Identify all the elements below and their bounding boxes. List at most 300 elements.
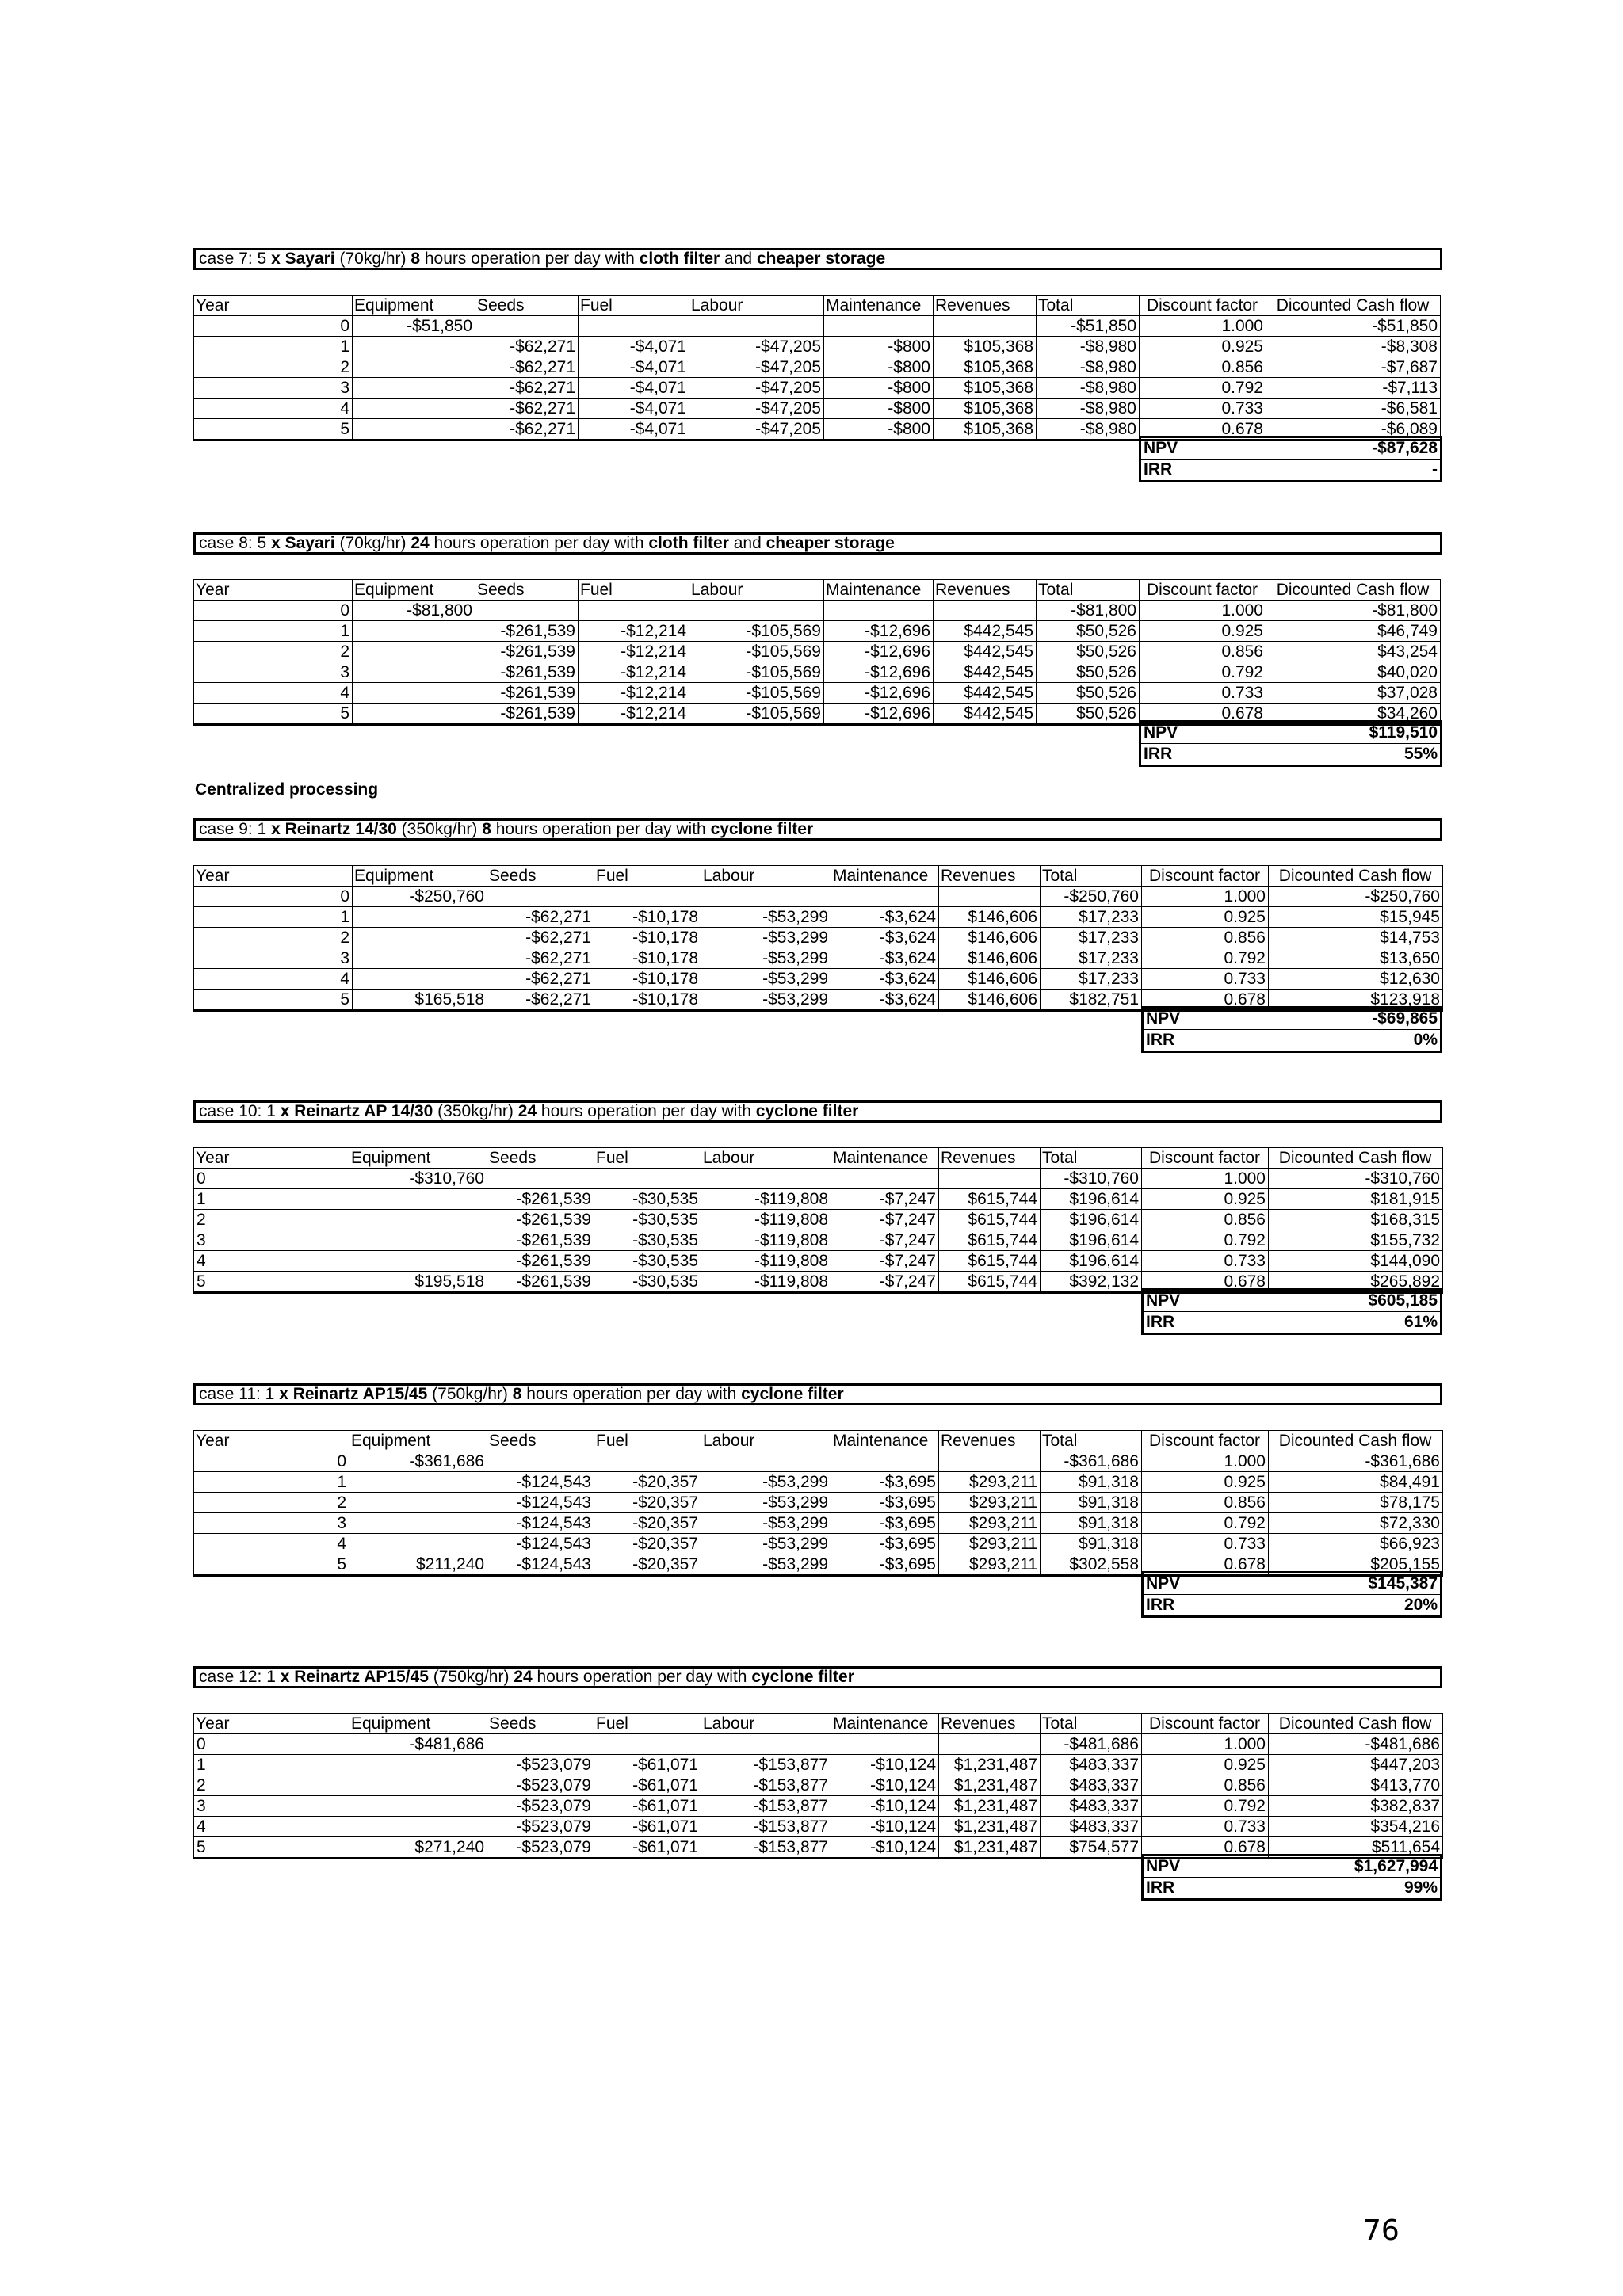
cell-df: 1.000: [1142, 1734, 1269, 1755]
cell-total: $17,233: [1041, 969, 1142, 990]
npv-value: -$69,865: [1372, 1009, 1438, 1028]
column-header: Year: [194, 296, 353, 316]
cell-equip: [353, 419, 475, 441]
cell-maint: -$12,696: [824, 662, 934, 683]
column-header: Maintenance: [831, 866, 939, 887]
cell-maint: -$7,247: [831, 1230, 939, 1251]
cell-seeds: -$261,539: [487, 1189, 594, 1210]
cell-equip: $211,240: [349, 1554, 487, 1576]
cell-total: $91,318: [1041, 1513, 1142, 1534]
cell-df: 1.000: [1142, 1169, 1269, 1189]
cell-labour: -$53,299: [701, 1472, 831, 1493]
column-header: Total: [1037, 296, 1140, 316]
cell-fuel: -$61,071: [594, 1817, 701, 1837]
cell-fuel: -$30,535: [594, 1210, 701, 1230]
cell-dcf: $34,260: [1266, 704, 1441, 725]
cell-df: 0.925: [1140, 621, 1266, 642]
cell-fuel: [594, 887, 701, 907]
cell-df: 0.733: [1142, 1534, 1269, 1554]
npv-row: [1144, 1573, 1440, 1594]
cell-df: 0.733: [1142, 1251, 1269, 1272]
cell-dcf: $72,330: [1269, 1513, 1443, 1534]
case-12-title-part: (750kg/hr): [428, 1668, 514, 1686]
cell-maint: [824, 601, 934, 621]
cell-dcf: $144,090: [1269, 1251, 1443, 1272]
case-7-title-part: (70kg/hr): [334, 250, 411, 268]
irr-row: [1141, 743, 1440, 765]
cell-yr: 2: [194, 1775, 349, 1796]
column-header: Maintenance: [831, 1431, 939, 1451]
irr-value: 0%: [1413, 1031, 1438, 1049]
column-header: Maintenance: [831, 1148, 939, 1169]
cell-labour: -$153,877: [701, 1817, 831, 1837]
cell-equip: [353, 357, 475, 378]
irr-label: IRR: [1146, 1031, 1175, 1049]
cell-equip: -$361,686: [349, 1451, 487, 1472]
npv-label: NPV: [1144, 723, 1178, 742]
cell-maint: -$7,247: [831, 1189, 939, 1210]
cell-labour: -$153,877: [701, 1796, 831, 1817]
table-row: [194, 357, 1441, 378]
case-9-title-part: (350kg/hr): [396, 820, 483, 838]
cell-dcf: $15,945: [1269, 907, 1443, 928]
cell-yr: 4: [194, 969, 353, 990]
cell-rev: $105,368: [934, 419, 1037, 441]
cell-maint: -$3,695: [831, 1534, 939, 1554]
cell-seeds: [487, 887, 594, 907]
cell-rev: $146,606: [939, 928, 1041, 948]
cell-fuel: -$30,535: [594, 1189, 701, 1210]
cell-dcf: $43,254: [1266, 642, 1441, 662]
cell-dcf: -$481,686: [1269, 1734, 1443, 1755]
cell-equip: [349, 1513, 487, 1534]
cell-maint: -$3,624: [831, 928, 939, 948]
cell-labour: -$105,569: [689, 621, 824, 642]
column-header: Year: [194, 1148, 349, 1169]
cell-yr: 2: [194, 1493, 349, 1513]
column-header: Discount factor: [1142, 866, 1269, 887]
cell-equip: [349, 1189, 487, 1210]
case-12-title-part: case 12: 1: [199, 1668, 281, 1686]
table-row: [194, 1251, 1443, 1272]
table-row: [194, 399, 1441, 419]
irr-row: [1144, 1029, 1440, 1051]
cell-rev: $293,211: [939, 1472, 1041, 1493]
cell-total: -$250,760: [1041, 887, 1142, 907]
cell-maint: -$10,124: [831, 1796, 939, 1817]
cell-dcf: $13,650: [1269, 948, 1443, 969]
case-10-title-part: case 10: 1: [199, 1102, 281, 1120]
cell-fuel: -$4,071: [579, 337, 689, 357]
irr-row: [1144, 1311, 1440, 1333]
case-7-title-part: 8: [411, 250, 421, 268]
case-10-title-part: x Reinartz AP 14/30: [280, 1102, 433, 1120]
table-row: [194, 642, 1441, 662]
table-row: [194, 1534, 1443, 1554]
cell-df: 0.792: [1142, 948, 1269, 969]
npv-value: $605,185: [1368, 1291, 1438, 1310]
column-header: Equipment: [353, 866, 487, 887]
cell-equip: [349, 1817, 487, 1837]
table-row: [194, 1775, 1443, 1796]
table-header-row: [194, 296, 1441, 316]
table-row: [194, 1472, 1443, 1493]
irr-label: IRR: [1144, 745, 1173, 763]
cell-equip: [353, 704, 475, 725]
cell-maint: [831, 887, 939, 907]
cell-maint: -$3,624: [831, 969, 939, 990]
cell-labour: -$105,569: [689, 662, 824, 683]
column-header: Labour: [701, 1714, 831, 1734]
cell-equip: [349, 1796, 487, 1817]
cell-dcf: $66,923: [1269, 1534, 1443, 1554]
cell-yr: 0: [194, 316, 353, 337]
cell-labour: -$47,205: [689, 399, 824, 419]
column-header: Seeds: [487, 1148, 594, 1169]
cell-equip: -$250,760: [353, 887, 487, 907]
column-header: Revenues: [939, 1148, 1041, 1169]
cell-seeds: -$523,079: [487, 1755, 594, 1775]
cell-maint: -$800: [824, 419, 934, 441]
cell-maint: -$12,696: [824, 704, 934, 725]
cell-maint: -$12,696: [824, 621, 934, 642]
cell-fuel: -$61,071: [594, 1775, 701, 1796]
cell-equip: [349, 1472, 487, 1493]
column-header: Fuel: [594, 1714, 701, 1734]
irr-value: 20%: [1403, 1596, 1438, 1614]
cell-fuel: -$20,357: [594, 1534, 701, 1554]
section-heading-centralized-processing: Centralized processing: [195, 780, 379, 799]
cell-rev: [939, 1169, 1041, 1189]
cell-yr: 3: [194, 1796, 349, 1817]
cell-equip: [353, 399, 475, 419]
cell-rev: $293,211: [939, 1534, 1041, 1554]
cell-rev: $1,231,487: [939, 1775, 1041, 1796]
table-row: [194, 928, 1443, 948]
case-12-title-part: hours operation per day with: [532, 1668, 752, 1686]
column-header: Year: [194, 1714, 349, 1734]
cell-fuel: [579, 316, 689, 337]
cell-yr: 5: [194, 1837, 349, 1859]
cell-seeds: -$62,271: [487, 990, 594, 1011]
cell-yr: 0: [194, 601, 353, 621]
cell-seeds: -$261,539: [475, 683, 579, 704]
npv-value: $119,510: [1369, 723, 1438, 742]
cell-rev: $615,744: [939, 1251, 1041, 1272]
cell-df: 0.856: [1140, 642, 1266, 662]
irr-row: [1141, 459, 1440, 480]
cell-labour: -$105,569: [689, 642, 824, 662]
case-7-title-part: case 7: 5: [199, 250, 272, 268]
cell-seeds: -$62,271: [487, 928, 594, 948]
cell-seeds: [487, 1451, 594, 1472]
npv-value: -$87,628: [1372, 439, 1438, 457]
case-9-title-part: hours operation per day with: [491, 820, 711, 838]
column-header: Revenues: [939, 1431, 1041, 1451]
cell-rev: $293,211: [939, 1493, 1041, 1513]
cell-fuel: -$12,214: [579, 662, 689, 683]
cell-equip: [353, 337, 475, 357]
cell-dcf: -$8,308: [1266, 337, 1441, 357]
cell-seeds: -$523,079: [487, 1775, 594, 1796]
cell-maint: [831, 1451, 939, 1472]
cell-maint: -$10,124: [831, 1817, 939, 1837]
cell-yr: 4: [194, 683, 353, 704]
cell-yr: 4: [194, 1534, 349, 1554]
cell-df: 0.733: [1142, 969, 1269, 990]
cell-maint: -$3,695: [831, 1493, 939, 1513]
cell-seeds: -$62,271: [475, 357, 579, 378]
cell-fuel: [594, 1169, 701, 1189]
case-8-title-part: case 8: 5: [199, 534, 272, 552]
column-header: Dicounted Cash flow: [1269, 1148, 1443, 1169]
cell-fuel: -$10,178: [594, 969, 701, 990]
cell-total: -$8,980: [1037, 419, 1140, 441]
case-11-npv-irr-box: [1141, 1571, 1442, 1618]
case-9-title: [193, 818, 1442, 841]
cell-yr: 1: [194, 621, 353, 642]
cell-df: 0.792: [1142, 1513, 1269, 1534]
cell-rev: [939, 1451, 1041, 1472]
table-row: [194, 683, 1441, 704]
cell-total: -$310,760: [1041, 1169, 1142, 1189]
case-7-title: [193, 248, 1442, 270]
cell-total: $483,337: [1041, 1775, 1142, 1796]
column-header: Equipment: [349, 1431, 487, 1451]
cell-dcf: -$7,113: [1266, 378, 1441, 399]
cell-equip: -$310,760: [349, 1169, 487, 1189]
column-header: Labour: [689, 296, 824, 316]
cell-maint: -$7,247: [831, 1251, 939, 1272]
case-8-title-part: x Sayari: [271, 534, 335, 552]
case-8-title: [193, 532, 1442, 555]
cell-labour: [701, 1734, 831, 1755]
column-header: Maintenance: [831, 1714, 939, 1734]
cell-rev: $146,606: [939, 948, 1041, 969]
case-8-title-part: cheaper storage: [766, 534, 895, 552]
cell-labour: -$105,569: [689, 683, 824, 704]
cell-total: $91,318: [1041, 1493, 1142, 1513]
cell-yr: 0: [194, 1169, 349, 1189]
case-11-title-part: case 11: 1: [199, 1385, 280, 1403]
table-row: [194, 907, 1443, 928]
cell-labour: -$53,299: [701, 1493, 831, 1513]
cell-maint: -$3,695: [831, 1513, 939, 1534]
cell-labour: -$53,299: [701, 1534, 831, 1554]
cell-yr: 3: [194, 378, 353, 399]
cell-equip: -$81,800: [353, 601, 475, 621]
cell-df: 0.856: [1140, 357, 1266, 378]
cell-equip: $165,518: [353, 990, 487, 1011]
irr-label: IRR: [1146, 1596, 1175, 1614]
cell-df: 0.733: [1140, 683, 1266, 704]
cell-df: 0.925: [1142, 1472, 1269, 1493]
npv-label: NPV: [1144, 439, 1178, 457]
cell-seeds: -$62,271: [475, 419, 579, 441]
cell-dcf: $37,028: [1266, 683, 1441, 704]
cell-rev: $442,545: [934, 621, 1037, 642]
cell-rev: $1,231,487: [939, 1796, 1041, 1817]
cell-labour: -$53,299: [701, 907, 831, 928]
cell-total: -$481,686: [1041, 1734, 1142, 1755]
page-number: 76: [1363, 2214, 1400, 2247]
cell-dcf: $354,216: [1269, 1817, 1443, 1837]
cell-total: $483,337: [1041, 1755, 1142, 1775]
cell-labour: -$53,299: [701, 1554, 831, 1576]
column-header: Equipment: [353, 580, 475, 601]
cell-total: $50,526: [1037, 621, 1140, 642]
column-header: Dicounted Cash flow: [1269, 866, 1443, 887]
cell-seeds: -$62,271: [475, 378, 579, 399]
cell-seeds: -$523,079: [487, 1817, 594, 1837]
cell-yr: 3: [194, 948, 353, 969]
column-header: Labour: [701, 866, 831, 887]
cell-df: 0.678: [1142, 990, 1269, 1011]
column-header: Year: [194, 580, 353, 601]
cell-yr: 2: [194, 642, 353, 662]
cell-equip: -$481,686: [349, 1734, 487, 1755]
cell-seeds: -$62,271: [487, 948, 594, 969]
cell-seeds: -$62,271: [487, 969, 594, 990]
cell-rev: $1,231,487: [939, 1755, 1041, 1775]
cell-total: $196,614: [1041, 1251, 1142, 1272]
case-11-title-part: (750kg/hr): [427, 1385, 513, 1403]
cell-df: 0.792: [1142, 1230, 1269, 1251]
cell-fuel: -$4,071: [579, 399, 689, 419]
cell-rev: $105,368: [934, 399, 1037, 419]
cell-seeds: [487, 1734, 594, 1755]
cell-df: 0.678: [1140, 419, 1266, 441]
cell-yr: 1: [194, 1189, 349, 1210]
cell-total: -$361,686: [1041, 1451, 1142, 1472]
column-header: Labour: [701, 1431, 831, 1451]
cell-dcf: $40,020: [1266, 662, 1441, 683]
cell-seeds: -$124,543: [487, 1472, 594, 1493]
cell-yr: 5: [194, 1272, 349, 1293]
cell-df: 0.792: [1142, 1796, 1269, 1817]
column-header: Revenues: [939, 1714, 1041, 1734]
cell-equip: [353, 621, 475, 642]
cell-equip: [349, 1755, 487, 1775]
cell-maint: -$3,695: [831, 1554, 939, 1576]
cell-df: 0.792: [1140, 662, 1266, 683]
cell-maint: -$800: [824, 378, 934, 399]
cell-labour: -$47,205: [689, 378, 824, 399]
cell-rev: [934, 601, 1037, 621]
cell-seeds: [475, 316, 579, 337]
table-row: [194, 948, 1443, 969]
cell-total: $302,558: [1041, 1554, 1142, 1576]
cell-maint: -$10,124: [831, 1837, 939, 1859]
cell-total: $196,614: [1041, 1230, 1142, 1251]
column-header: Seeds: [487, 1431, 594, 1451]
table-header-row: [194, 866, 1443, 887]
table-header-row: [194, 1431, 1443, 1451]
cell-labour: [701, 1451, 831, 1472]
case-7-cashflow-table: [193, 295, 1441, 441]
cell-rev: $105,368: [934, 378, 1037, 399]
cell-maint: -$7,247: [831, 1210, 939, 1230]
cell-df: 0.678: [1142, 1554, 1269, 1576]
column-header: Dicounted Cash flow: [1269, 1714, 1443, 1734]
npv-row: [1144, 1856, 1440, 1877]
table-row: [194, 378, 1441, 399]
column-header: Revenues: [934, 580, 1037, 601]
cell-equip: [353, 683, 475, 704]
column-header: Fuel: [594, 1148, 701, 1169]
cell-yr: 2: [194, 928, 353, 948]
cell-yr: 4: [194, 399, 353, 419]
cell-maint: -$10,124: [831, 1775, 939, 1796]
cell-rev: $442,545: [934, 662, 1037, 683]
cell-rev: $293,211: [939, 1554, 1041, 1576]
case-9-title-part: case 9: 1: [199, 820, 272, 838]
cell-dcf: $447,203: [1269, 1755, 1443, 1775]
cell-fuel: -$10,178: [594, 948, 701, 969]
cell-yr: 2: [194, 1210, 349, 1230]
column-header: Discount factor: [1140, 296, 1266, 316]
npv-label: NPV: [1146, 1857, 1181, 1875]
npv-row: [1141, 723, 1440, 743]
cell-fuel: -$4,071: [579, 357, 689, 378]
cell-fuel: -$20,357: [594, 1554, 701, 1576]
cell-yr: 3: [194, 1230, 349, 1251]
cell-labour: [689, 601, 824, 621]
cell-rev: $615,744: [939, 1272, 1041, 1293]
table-header-row: [194, 1148, 1443, 1169]
cell-seeds: -$124,543: [487, 1493, 594, 1513]
cell-dcf: $265,892: [1269, 1272, 1443, 1293]
case-7-title-part: hours operation per day with: [420, 250, 640, 268]
case-8-npv-irr-box: [1139, 720, 1442, 767]
cell-labour: -$153,877: [701, 1837, 831, 1859]
cell-total: $17,233: [1041, 907, 1142, 928]
column-header: Discount factor: [1142, 1431, 1269, 1451]
cell-dcf: -$6,089: [1266, 419, 1441, 441]
cell-equip: [349, 1775, 487, 1796]
cell-df: 0.925: [1142, 1755, 1269, 1775]
cell-fuel: -$20,357: [594, 1513, 701, 1534]
cell-dcf: $14,753: [1269, 928, 1443, 948]
cell-total: $196,614: [1041, 1189, 1142, 1210]
cell-total: -$8,980: [1037, 337, 1140, 357]
case-12-title-part: cyclone filter: [751, 1668, 854, 1686]
cell-equip: [349, 1210, 487, 1230]
column-header: Maintenance: [824, 580, 934, 601]
column-header: Total: [1041, 1714, 1142, 1734]
column-header: Dicounted Cash flow: [1266, 296, 1441, 316]
column-header: Seeds: [487, 1714, 594, 1734]
cell-equip: [349, 1251, 487, 1272]
irr-row: [1144, 1594, 1440, 1615]
table-row: [194, 1755, 1443, 1775]
case-11-title: [193, 1383, 1442, 1405]
table-row: [194, 601, 1441, 621]
table-row: [194, 316, 1441, 337]
cell-seeds: [475, 601, 579, 621]
cell-rev: $105,368: [934, 337, 1037, 357]
column-header: Fuel: [579, 296, 689, 316]
npv-label: NPV: [1146, 1574, 1181, 1592]
cell-yr: 0: [194, 1451, 349, 1472]
cell-rev: $1,231,487: [939, 1817, 1041, 1837]
case-12-title-part: x Reinartz AP15/45: [280, 1668, 429, 1686]
case-8-title-part: 24: [411, 534, 430, 552]
npv-row: [1141, 438, 1440, 459]
cell-seeds: -$261,539: [475, 662, 579, 683]
cell-labour: -$47,205: [689, 419, 824, 441]
column-header: Discount factor: [1142, 1714, 1269, 1734]
